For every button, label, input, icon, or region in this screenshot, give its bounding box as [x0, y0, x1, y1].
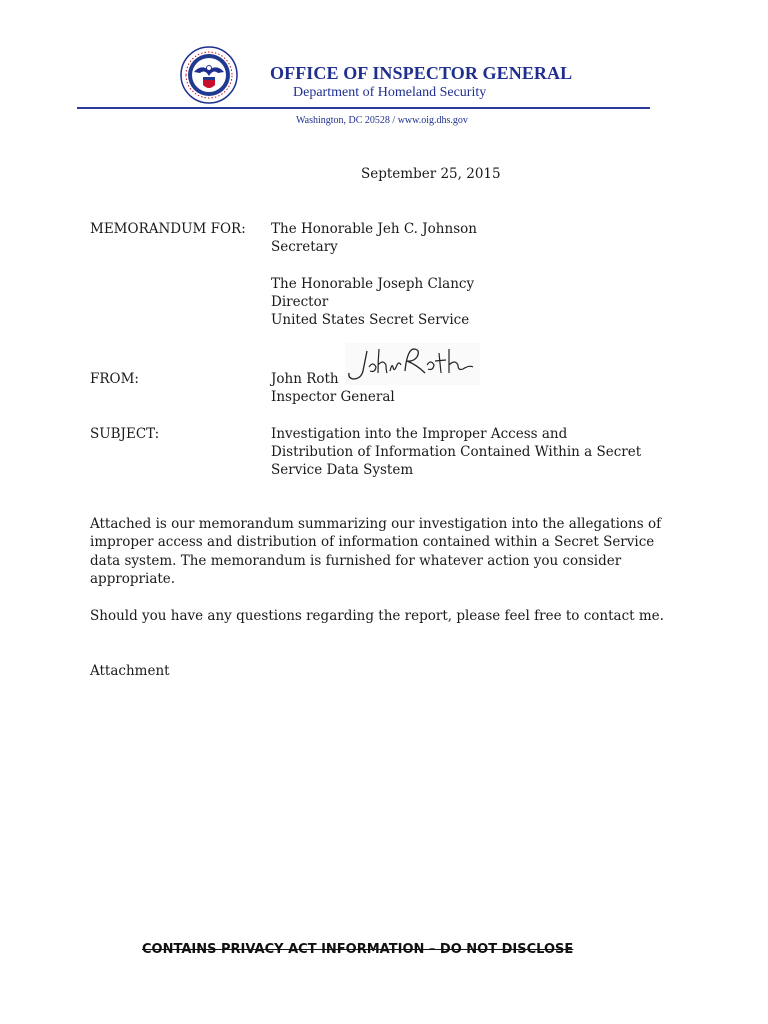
subject-line-1: Investigation into the Improper Access and	[271, 426, 568, 442]
dhs-seal-icon	[180, 46, 238, 104]
from-title: Inspector General	[271, 389, 395, 405]
subject-line-2: Distribution of Information Contained Within a Secret	[271, 444, 642, 460]
signature-image	[345, 343, 480, 385]
body-paragraph-1: Attached is our memorandum summarizing our investigation into the allegations of improper access and distribution of information contained within a Secret Service data system. The memorandum is furnished for whatever action you consider appropriate.	[90, 516, 662, 587]
recipient-1-title: Secretary	[271, 239, 338, 255]
body-paragraph-2: Should you have any questions regarding the report, please feel free to contact me.	[90, 608, 664, 624]
attachment-note: Attachment	[90, 663, 170, 679]
office-title: OFFICE OF INSPECTOR GENERAL	[270, 63, 573, 83]
memo-date: September 25, 2015	[361, 166, 501, 182]
letterhead-divider	[77, 107, 650, 109]
recipient-2-name: The Honorable Joseph Clancy	[271, 276, 475, 292]
recipient-1-name: The Honorable Jeh C. Johnson	[271, 221, 477, 237]
department-name: Department of Homeland Security	[293, 85, 487, 100]
from-label: FROM:	[90, 371, 139, 387]
office-address: Washington, DC 20528 / www.oig.dhs.gov	[296, 115, 468, 126]
memorandum-for-label: MEMORANDUM FOR:	[90, 221, 246, 237]
recipient-2-title: Director	[271, 294, 329, 310]
subject-line-3: Service Data System	[271, 462, 414, 478]
recipient-2-org: United States Secret Service	[271, 312, 470, 328]
from-name: John Roth	[271, 371, 339, 387]
privacy-notice: CONTAINS PRIVACY ACT INFORMATION – DO NOT DISCLOSE	[142, 942, 574, 957]
subject-label: SUBJECT:	[90, 426, 160, 442]
